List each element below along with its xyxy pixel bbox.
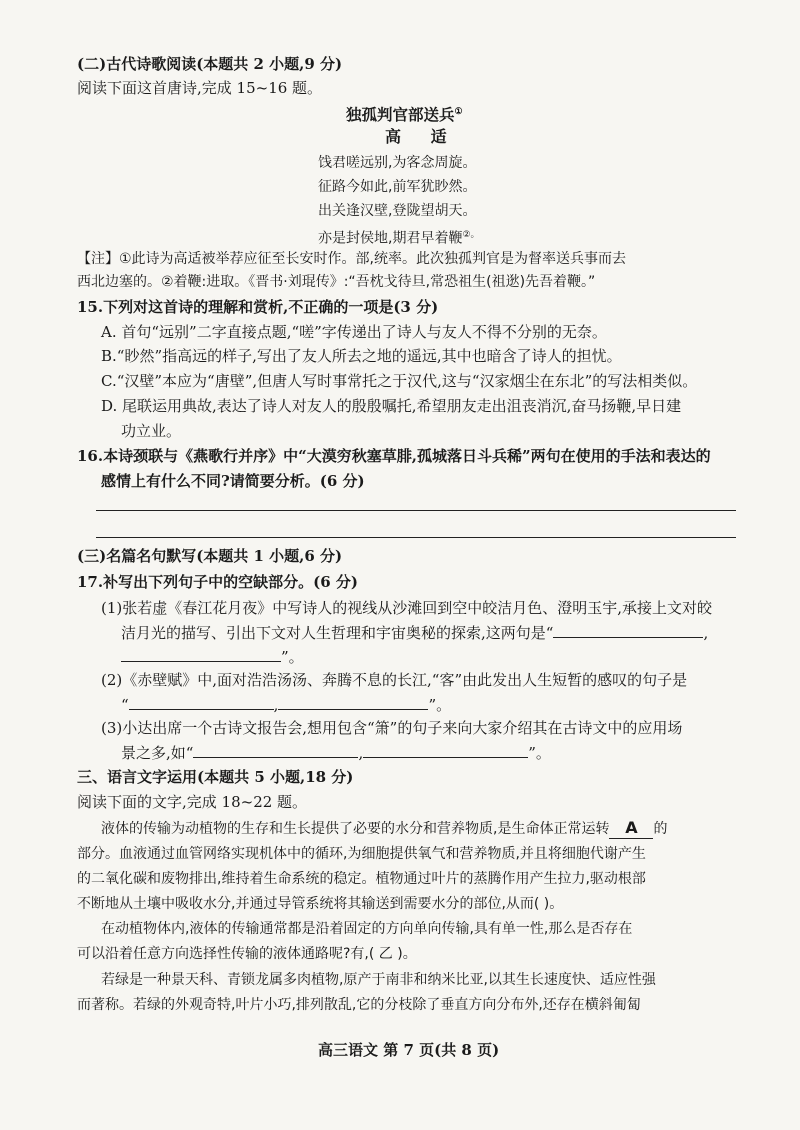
blank-a[interactable]: A: [609, 818, 653, 839]
passage-line: 在动植物体内,液体的传输通常都是沿着固定的方向单向传输,具有单一性,那么是否存在: [101, 921, 633, 937]
section2-instruction: 阅读下面这首唐诗,完成 15~16 题。: [77, 79, 323, 97]
question-17-part1-cont: [121, 622, 708, 643]
fill-blank[interactable]: [129, 694, 274, 710]
question-15-option-c: C.“汉壁”本应为“唐壁”,但唐人写时事常托之于汉代,这与“汉家烟尘在东北”的写法相类似。: [101, 372, 698, 390]
question-17-part3-cont: [121, 742, 551, 763]
question-17-part2: (2)《赤壁赋》中,面对浩浩汤汤、奔腾不息的长江,“客”由此发出人生短暂的感叹的句子是: [101, 671, 688, 689]
poem-title: [346, 102, 463, 125]
passage-line: 的二氧化碳和废物排出,维持着生命系统的稳定。植物通过叶片的蒸腾作用产生拉力,驱动根部: [77, 871, 646, 887]
passage-text: 液体的传输为动植物的生存和生长提供了必要的水分和营养物质,是生命体正常运转: [101, 821, 610, 837]
close-quote: ”。: [281, 648, 304, 666]
question-17-part1-cont2: [121, 646, 304, 667]
open-quote: “: [121, 696, 129, 714]
question-17-part1-text: 洁月光的描写、引出下文对人生哲理和宇宙奥秘的探索,这两句是“: [121, 624, 554, 642]
question-17-part3: (3)小达出席一个古诗文报告会,想用包含“箫”的句子来向大家介绍其在古诗文中的应用场: [101, 719, 683, 737]
poem-line-note-mark: ②。: [462, 230, 480, 240]
question-15-option-d-cont: 功立业。: [121, 422, 182, 440]
comma: ,: [703, 624, 709, 642]
poem-title-note-mark: ①: [454, 107, 463, 117]
answer-line[interactable]: [96, 537, 736, 538]
question-17-part3-text: 景之多,如“: [121, 744, 194, 762]
poem-author: 高 适: [385, 127, 459, 146]
question-15-option-a: A. 首句“远别”二字直接点题,“嗟”字传递出了诗人与友人不得不分别的无奈。: [101, 323, 607, 341]
question-15-option-d: D. 尾联运用典故,表达了诗人对友人的殷殷嘱托,希望朋友走出沮丧消沉,奋马扬鞭,早日建: [101, 397, 682, 415]
section3-heading: (三)名篇名句默写(本题共 1 小题,6 分): [77, 547, 343, 565]
part3-instruction: 阅读下面的文字,完成 18~22 题。: [77, 793, 308, 811]
poem-title-text: 独孤判官部送兵: [346, 105, 455, 125]
poem-line: [318, 225, 480, 249]
section2-heading: (二)古代诗歌阅读(本题共 2 小题,9 分): [77, 55, 343, 73]
question-17-part1: (1)张若虚《春江花月夜》中写诗人的视线从沙滩回到空中皎洁月色、澄明玉宇,承接上文对皎: [101, 599, 713, 617]
passage-text: 的: [653, 821, 668, 837]
fill-blank[interactable]: [193, 742, 358, 758]
poem-line: 征路今如此,前军犹眇然。: [318, 179, 477, 195]
fill-blank[interactable]: [278, 694, 428, 710]
poem-line: 饯君嗟远别,为客念周旋。: [318, 155, 477, 171]
passage-line: 可以沿着任意方向选择性传输的液体通路呢?有,( 乙 )。: [77, 946, 417, 962]
question-15-option-b: B.“眇然”指高远的样子,写出了友人所去之地的遥远,其中也暗含了诗人的担忧。: [101, 347, 622, 365]
poem-line: 出关逢汉壁,登陇望胡天。: [318, 203, 477, 219]
part3-heading: 三、语言文字运用(本题共 5 小题,18 分): [77, 768, 354, 786]
passage-line: 不断地从土壤中吸收水分,并通过导管系统将其输送到需要水分的部位,从而( )。: [77, 896, 564, 912]
question-15-stem: 15.下列对这首诗的理解和赏析,不正确的一项是(3 分): [77, 298, 439, 316]
poem-note: 【注】①此诗为高适被举荐应征至长安时作。部,统率。此次独孤判官是为督率送兵事而去: [77, 251, 626, 267]
question-17-stem: 17.补写出下列句子中的空缺部分。(6 分): [77, 573, 358, 591]
poem-line-text: 亦是封侯地,期君早着鞭: [318, 230, 463, 247]
close-quote: ”。: [428, 696, 452, 714]
close-quote: ”。: [528, 744, 551, 762]
page-footer: 高三语文 第 7 页(共 8 页): [318, 1041, 500, 1059]
fill-blank[interactable]: [121, 646, 281, 662]
question-16-stem-cont: 感情上有什么不同?请简要分析。(6 分): [101, 472, 365, 490]
poem-note: 西北边塞的。②着鞭:进取。《晋书·刘琨传》:“吾枕戈待旦,常恐祖生(祖逖)先吾着鞭。”: [77, 274, 596, 290]
question-16-stem: 16.本诗颈联与《燕歌行并序》中“大漠穷秋塞草腓,孤城落日斗兵稀”两句在使用的手法和表达的: [77, 447, 711, 465]
passage-line: 若绿是一种景天科、青锁龙属多肉植物,原产于南非和纳米比亚,以其生长速度快、适应性强: [101, 972, 656, 988]
fill-blank[interactable]: [363, 742, 528, 758]
comma: ,: [273, 696, 279, 714]
comma: ,: [358, 744, 364, 762]
fill-blank[interactable]: [553, 622, 703, 638]
answer-line[interactable]: [96, 510, 736, 511]
passage-line: 而著称。若绿的外观奇特,叶片小巧,排列散乱,它的分枝除了垂直方向分布外,还存在横斜匍匐: [77, 997, 641, 1013]
passage-line: 部分。血液通过血管网络实现机体中的循环,为细胞提供氧气和营养物质,并且将细胞代谢产生: [77, 846, 646, 862]
passage-line: [101, 818, 667, 839]
question-17-part2-cont: [121, 694, 451, 715]
